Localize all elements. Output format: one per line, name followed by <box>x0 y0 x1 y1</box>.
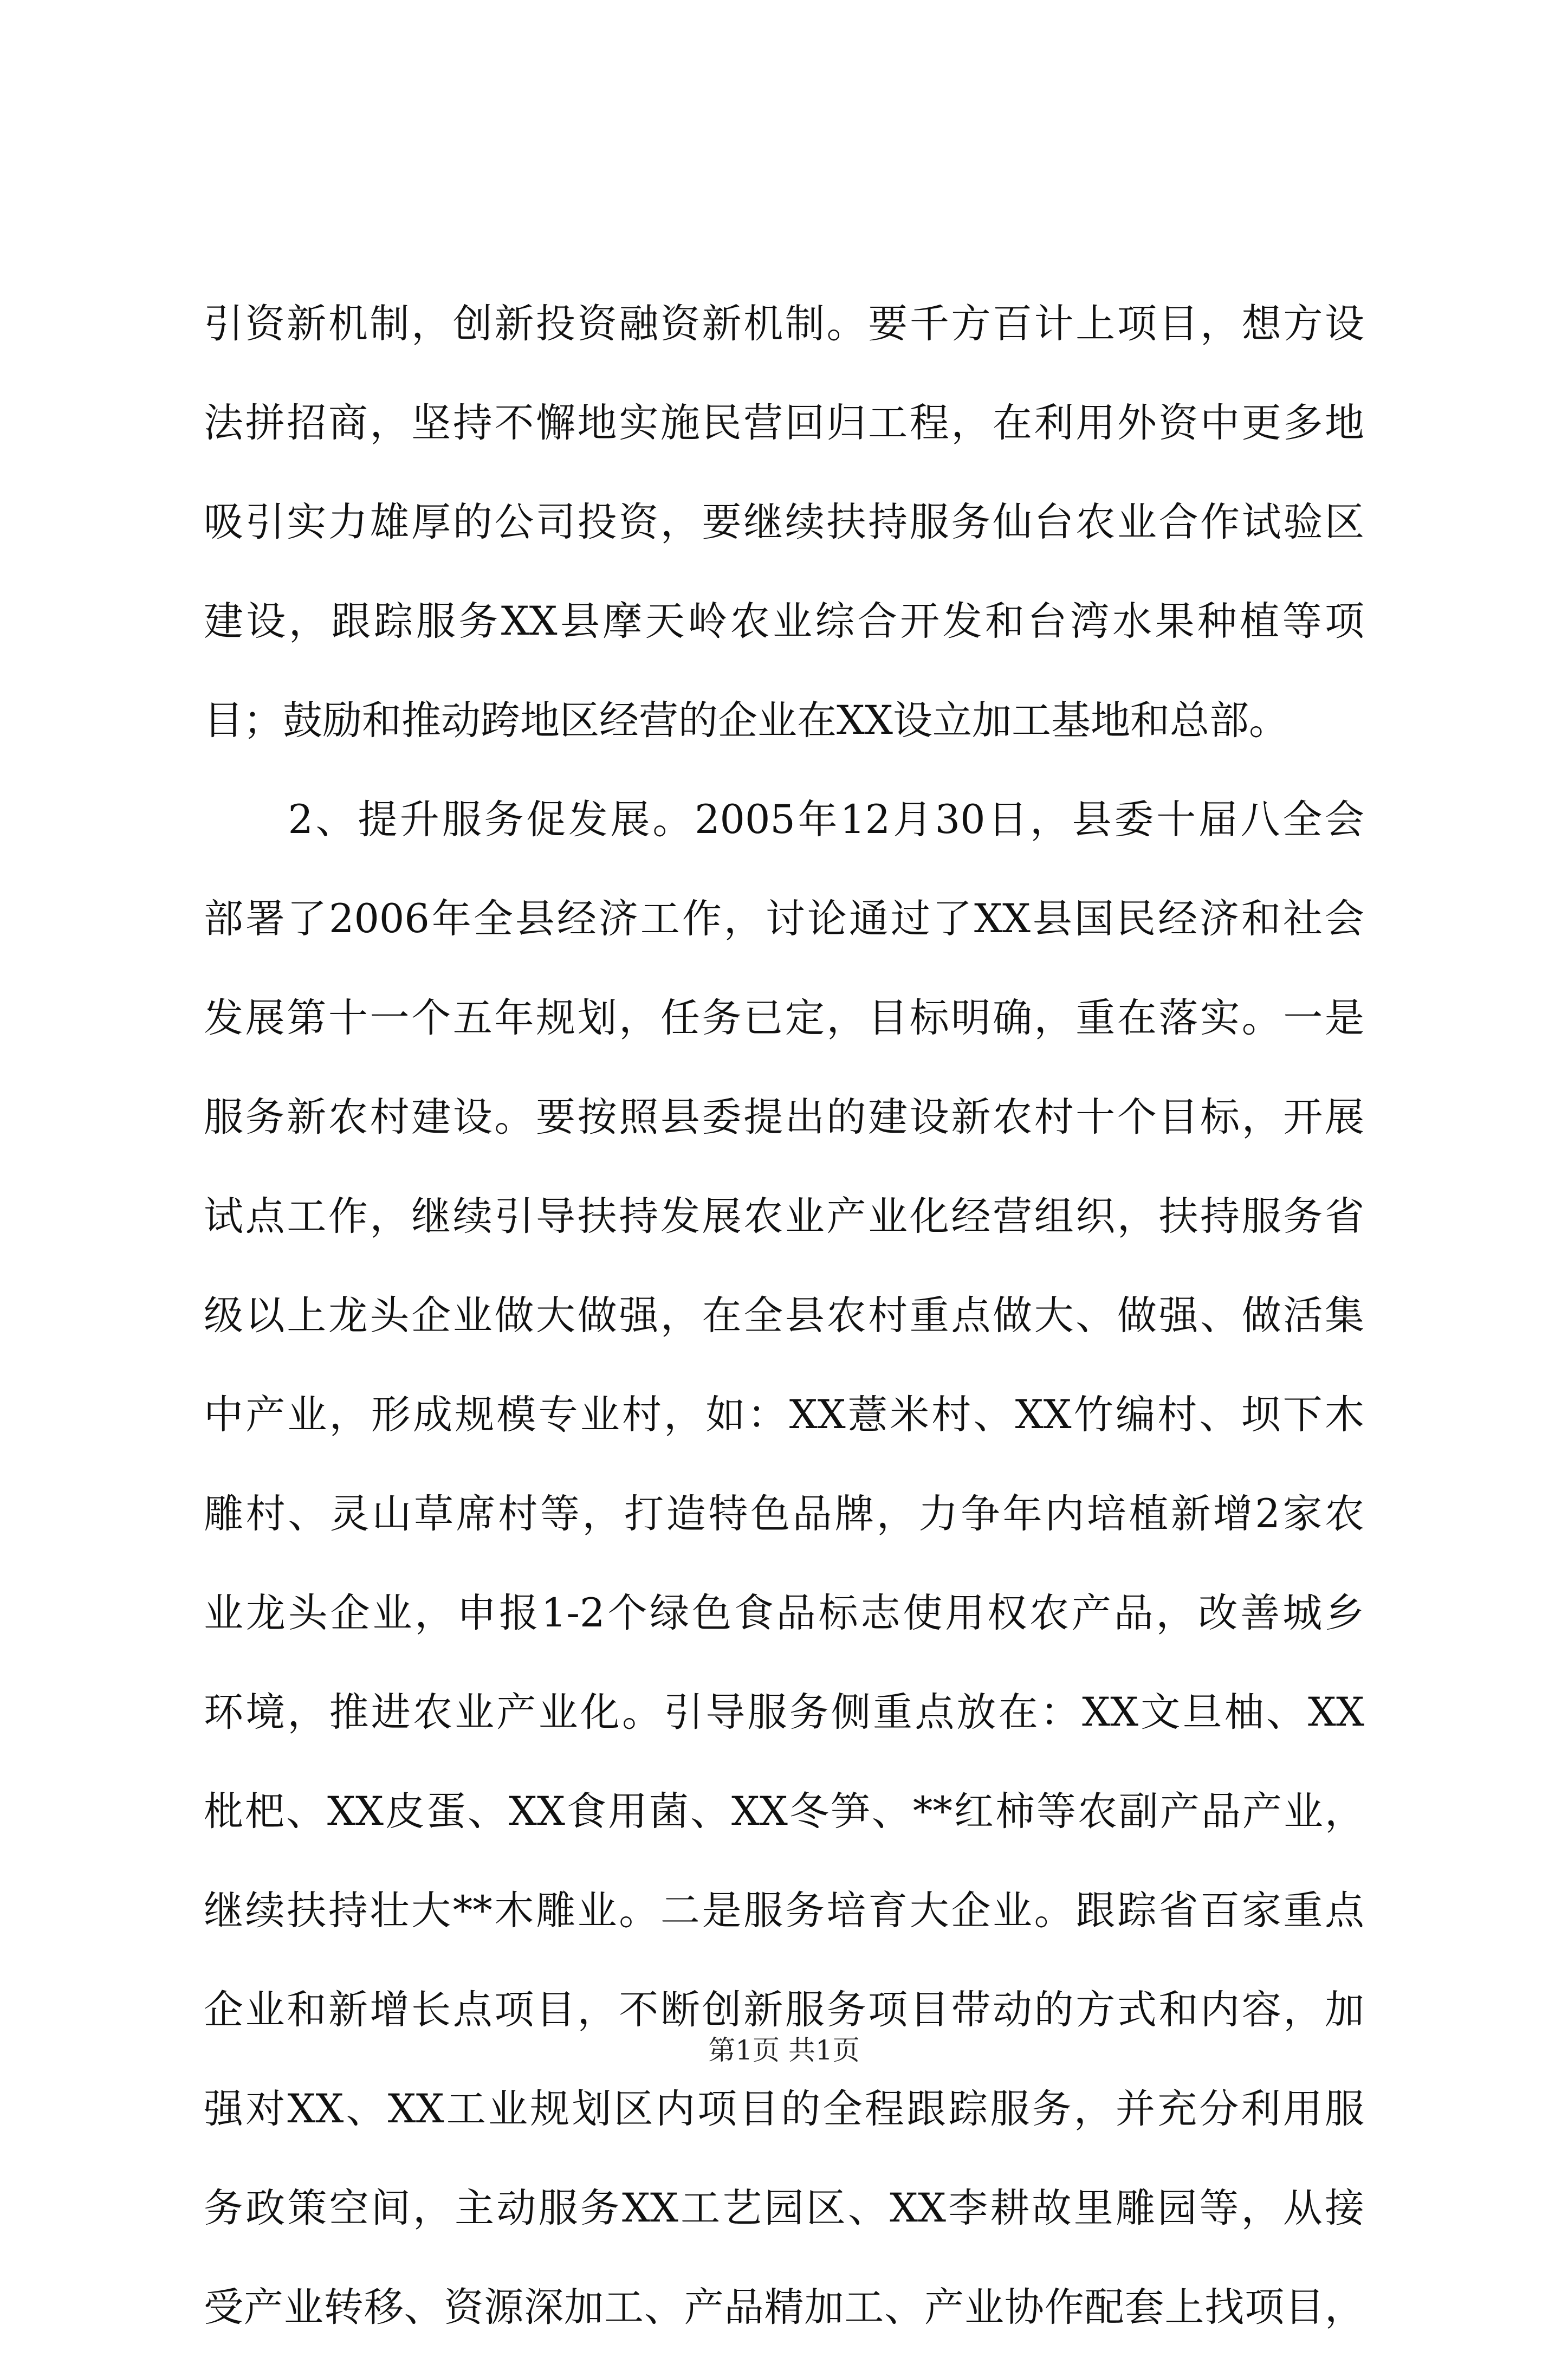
text-line: 服务新农村建设。要按照县委提出的建设新农村十个目标，开展 <box>204 1094 1364 1140</box>
text-line: 吸引实力雄厚的公司投资，要继续扶持服务仙台农业合作试验区 <box>204 499 1364 545</box>
text-line: 中产业，形成规模专业村，如：XX薏米村、XX竹编村、坝下木 <box>204 1392 1364 1438</box>
text-line: 务政策空间，主动服务XX工艺园区、XX李耕故里雕园等，从接 <box>204 2185 1364 2231</box>
text-line: 部署了2006年全县经济工作，讨论通过了XX县国民经济和社会 <box>204 896 1364 942</box>
text-line: 发展第十一个五年规划，任务已定，目标明确，重在落实。一是 <box>204 995 1364 1041</box>
text-line: 建设，跟踪服务XX县摩天岭农业综合开发和台湾水果种植等项 <box>204 598 1364 644</box>
text-line: 级以上龙头企业做大做强，在全县农村重点做大、做强、做活集 <box>204 1293 1364 1339</box>
text-line: 目；鼓励和推动跨地区经营的企业在XX设立加工基地和总部。 <box>204 698 1288 744</box>
text-line: 试点工作，继续引导扶持发展农业产业化经营组织，扶持服务省 <box>204 1193 1364 1239</box>
text-line: 强对XX、XX工业规划区内项目的全程跟踪服务，并充分利用服 <box>204 2086 1364 2132</box>
text-line: 业龙头企业，申报1-2个绿色食品标志使用权农产品，改善城乡 <box>204 1590 1364 1636</box>
text-line: 2、提升服务促发展。2005年12月30日，县委十届八全会 <box>204 797 1364 843</box>
text-line: 继续扶持壮大**木雕业。二是服务培育大企业。跟踪省百家重点 <box>204 1888 1364 1934</box>
text-line: 企业和新增长点项目，不断创新服务项目带动的方式和内容，加 <box>204 1987 1364 2033</box>
text-line: 环境，推进农业产业化。引导服务侧重点放在：XX文旦柚、XX <box>204 1689 1364 1735</box>
page-footer: 第1页 共1页 <box>708 2035 860 2066</box>
text-line: 引资新机制，创新投资融资新机制。要千方百计上项目，想方设 <box>204 301 1364 347</box>
text-line: 受产业转移、资源深加工、产品精加工、产业协作配套上找项目， <box>204 2284 1364 2330</box>
text-line: 枇杷、XX皮蛋、XX食用菌、XX冬笋、**红柿等农副产品产业， <box>204 1788 1364 1835</box>
text-line: 雕村、灵山草席村等，打造特色品牌，力争年内培植新增2家农 <box>204 1491 1364 1537</box>
text-line: 法拼招商，坚持不懈地实施民营回归工程，在利用外资中更多地 <box>204 400 1364 446</box>
